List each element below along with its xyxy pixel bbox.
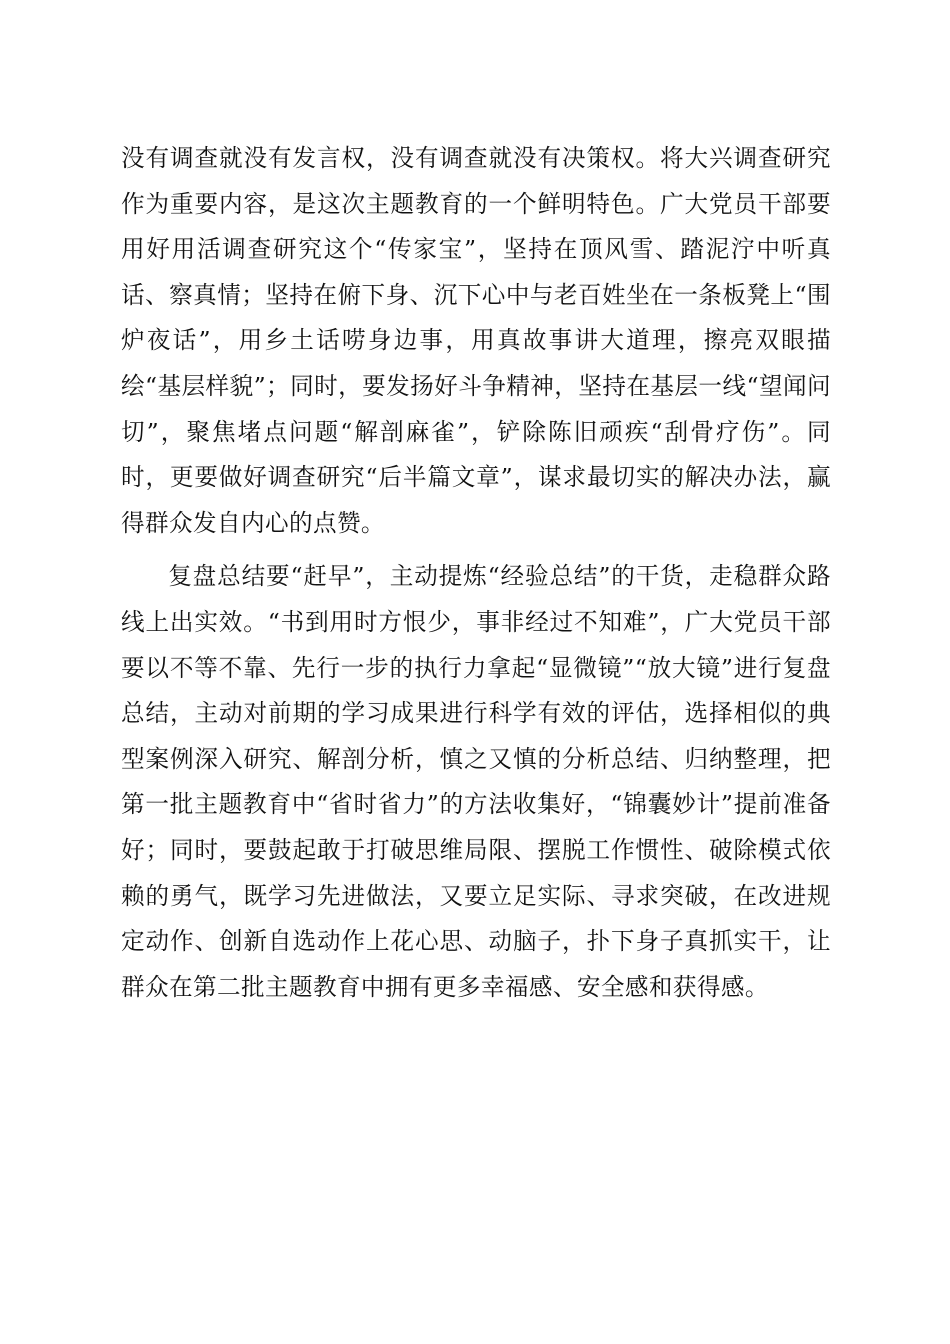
paragraph-investigation-research: 没有调查就没有发言权，没有调查就没有决策权。将大兴调查研究作为重要内容，是这次主题教育的一个鲜明特色。广大党员干部要用好用活调查研究这个“传家宝”，坚持在顶风雪、踏泥泞中听真话、察真情；坚持在俯下身、沉下心中与老百姓坐在一条板凳上“围炉夜话”，用乡土话唠身边事，用真故事讲大道理，擦亮双眼描绘“基层样貌”；同时，要发扬好斗争精神，坚持在基层一线“望闻问切”，聚焦堵点问题“解剖麻雀”，铲除陈旧顽疾“刮骨疗伤”。同时，更要做好调查研究“后半篇文章”，谋求最切实的解决办法，赢得群众发自内心的点赞。 xyxy=(121,144,831,537)
paragraph-review-summary: 复盘总结要“赶早”，主动提炼“经验总结”的干货，走稳群众路线上出实效。“书到用时方恨少，事非经过不知难”，广大党员干部要以不等不靠、先行一步的执行力拿起“显微镜”“放大镜”进行复盘总结，主动对前期的学习成果进行科学有效的评估，选择相似的典型案例深入研究、解剖分析，慎之又慎的分析总结、归纳整理，把第一批主题教育中“省时省力”的方法收集好，“锦囊妙计”提前准备好；同时，要鼓起敢于打破思维局限、摆脱工作惯性、破除模式依赖的勇气，既学习先进做法，又要立足实际、寻求突破，在改进规定动作、创新自选动作上花心思、动脑子，扑下身子真抓实干，让群众在第二批主题教育中拥有更多幸福感、安全感和获得感。 xyxy=(121,562,831,1001)
document-body xyxy=(121,136,831,1010)
